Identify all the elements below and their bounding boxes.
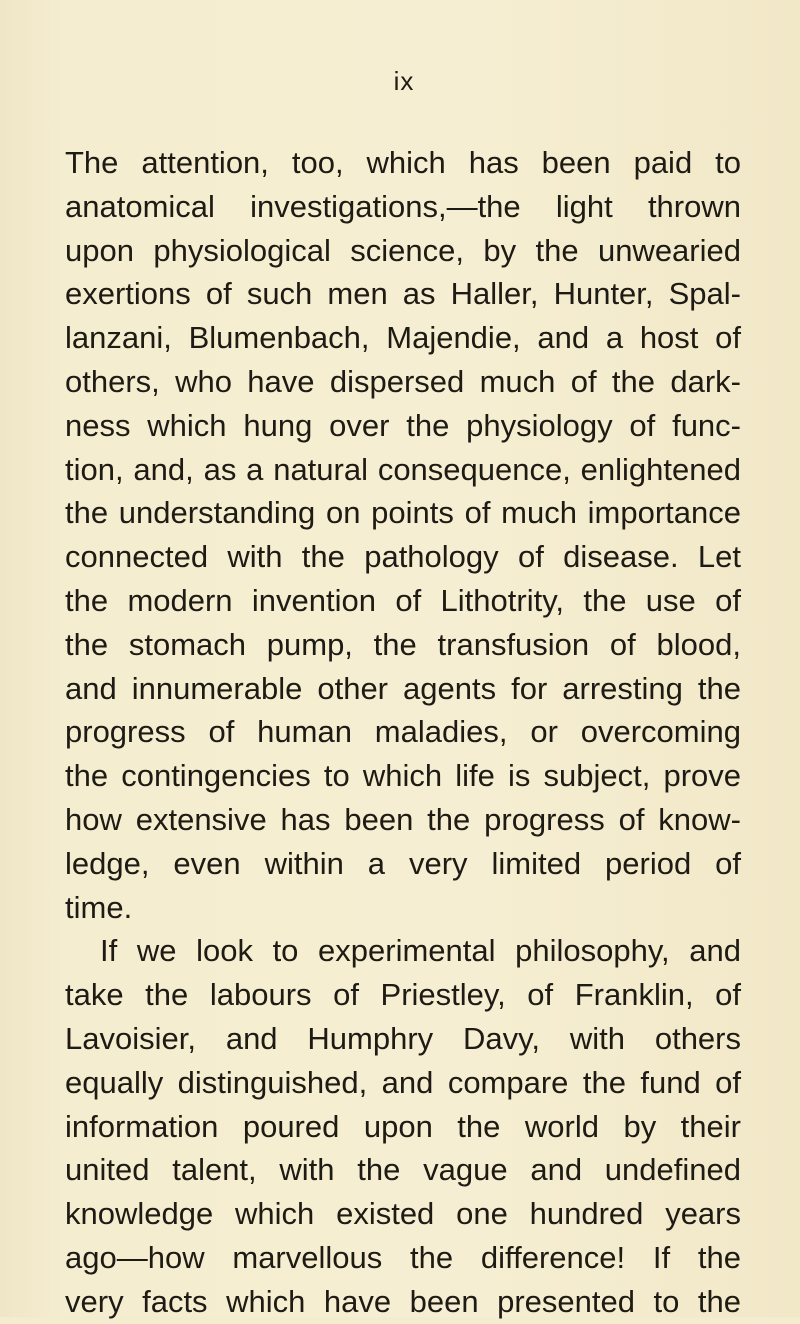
text-line: anatomical investigations,—the light thrown: [65, 188, 741, 224]
text-line: If we look to experimental philosophy, and: [100, 933, 741, 969]
text-line: exertions of such men as Haller, Hunter, Spal-: [65, 276, 741, 312]
text-line: very facts which have been presented to the: [65, 1283, 741, 1319]
text-line: ago—how marvellous the difference! If the: [65, 1239, 741, 1275]
text-line: information poured upon the world by their: [65, 1108, 741, 1144]
text-line: tion, and, as a natural consequence, enlightened: [65, 451, 741, 487]
text-line: time.: [65, 889, 133, 925]
page-number: ix: [393, 66, 415, 96]
paragraph-1: [65, 141, 741, 929]
text-line: take the labours of Priestley, of Franklin, of: [65, 977, 741, 1013]
text-line: connected with the pathology of disease. Let: [65, 539, 741, 575]
text-line: others, who have dispersed much of the dark-: [65, 363, 741, 399]
text-line: Lavoisier, and Humphry Davy, with others: [65, 1020, 741, 1056]
text-line: The attention, too, which has been paid to: [65, 145, 741, 180]
text-line: the contingencies to which life is subject, prove: [65, 758, 741, 794]
text-line: the modern invention of Lithotrity, the use of: [65, 582, 741, 618]
text-line: how extensive has been the progress of know-: [65, 801, 741, 837]
text-line: and innumerable other agents for arresting the: [65, 670, 741, 706]
text-line: ledge, even within a very limited period of: [65, 845, 741, 881]
text-line: the understanding on points of much importance: [65, 495, 741, 531]
paragraph-2: [65, 929, 741, 1323]
text-line: ness which hung over the physiology of func-: [65, 407, 741, 443]
text-line: upon physiological science, by the unwearied: [65, 232, 741, 268]
text-line: knowledge which existed one hundred years: [65, 1196, 741, 1232]
text-line: progress of human maladies, or overcoming: [65, 714, 741, 750]
text-line: equally distinguished, and compare the fund of: [65, 1064, 741, 1100]
text-line: lanzani, Blumenbach, Majendie, and a host of: [65, 320, 741, 356]
body-text: [65, 141, 741, 1324]
text-line: the stomach pump, the transfusion of blood,: [65, 626, 741, 662]
text-line: united talent, with the vague and undefined: [65, 1152, 741, 1188]
